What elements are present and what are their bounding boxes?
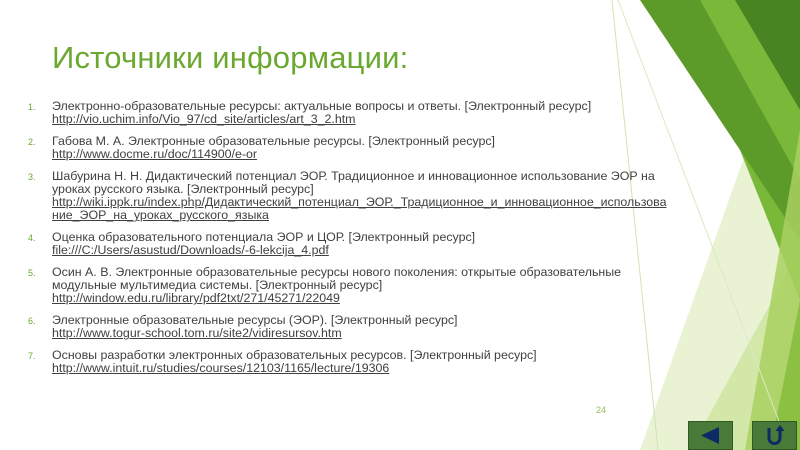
slide-title: Источники информации: <box>52 40 409 75</box>
reference-link[interactable]: http://www.docme.ru/doc/114900/e-or <box>52 147 258 162</box>
reference-number: 4. <box>28 233 36 244</box>
return-button[interactable] <box>752 421 797 450</box>
reference-list <box>28 100 668 384</box>
reference-item <box>28 170 668 223</box>
reference-number: 3. <box>28 171 36 182</box>
back-button[interactable] <box>688 421 733 450</box>
reference-link[interactable]: http://window.edu.ru/library/pdf2txt/271/45271/22049 <box>52 291 340 306</box>
reference-number: 1. <box>28 102 36 112</box>
reference-text: Электронно-образовательные ресурсы: актуальные вопросы и ответы. [Электронный ресурс] <box>52 99 592 113</box>
triangle-left-icon <box>689 422 732 449</box>
reference-number: 5. <box>28 268 36 279</box>
reference-item <box>28 231 668 257</box>
reference-item <box>28 314 668 340</box>
reference-link[interactable]: http://vio.uchim.info/Vio_97/cd_site/articles/art_3_2.htm <box>52 112 356 127</box>
reference-link[interactable]: http://www.togur-school.tom.ru/site2/vidiresursov.htm <box>52 326 342 341</box>
reference-link[interactable]: file:///C:/Users/asustud/Downloads/-6-lekcija_4.pdf <box>52 243 329 258</box>
reference-text: Оценка образовательного потенциала ЭОР и ЦОР. [Электронный ресурс] <box>52 230 476 245</box>
reference-link[interactable]: http://wiki.ippk.ru/index.php/Дидактический_потенциал_ЭОР._Традиционное_и_инновационное_использование_ЭОР_на_уроках_русского_языка <box>52 195 667 223</box>
reference-text: Габова М. А. Электронные образовательные ресурсы. [Электронный ресурс] <box>52 133 495 148</box>
reference-text: Основы разработки электронных образовательных ресурсов. [Электронный ресурс] <box>52 348 537 363</box>
page-number: 24 <box>596 405 607 415</box>
reference-number: 7. <box>28 351 36 362</box>
reference-item <box>28 266 668 306</box>
u-turn-arrow-icon <box>753 422 796 449</box>
reference-number: 6. <box>28 316 36 327</box>
reference-link[interactable]: http://www.intuit.ru/studies/courses/12103/1165/lecture/19306 <box>52 361 390 376</box>
reference-item <box>28 349 668 375</box>
reference-item <box>28 135 668 161</box>
reference-item <box>28 100 668 126</box>
reference-number: 2. <box>28 136 36 147</box>
reference-text: Осин А. В. Электронные образовательные ресурсы нового поколения: открытые образовательные модульные мультимедиа системы. [Электронный ресурс] <box>52 265 622 293</box>
reference-text: Шабурина Н. Н. Дидактический потенциал ЭОР. Традиционное и инновационное использование ЭОР на уроках русского языка. [Электронный ресурс] <box>52 168 655 197</box>
reference-text: Электронные образовательные ресурсы (ЭОР). [Электронный ресурс] <box>52 313 458 328</box>
